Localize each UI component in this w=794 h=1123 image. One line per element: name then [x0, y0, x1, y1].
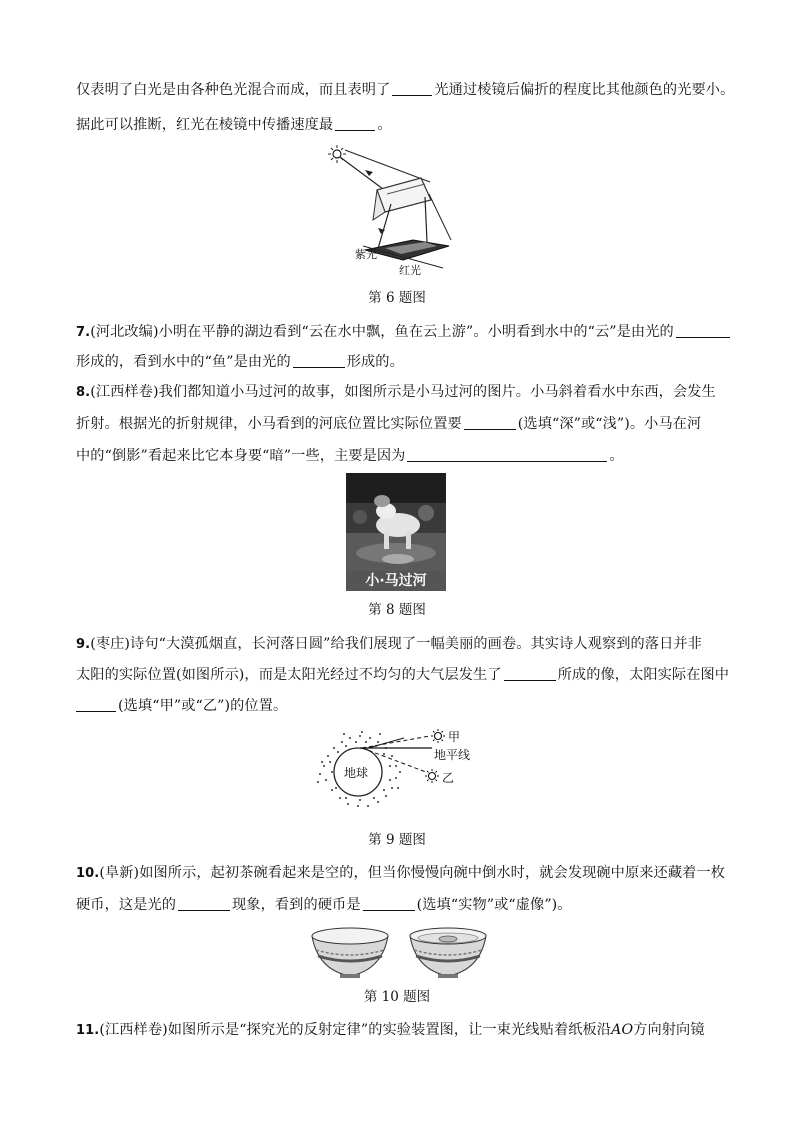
- empty-bowl: [312, 928, 388, 978]
- q9-text-line-2: 太阳的实际位置(如图所示)，而是太阳光经过不均匀的大气层发生了 所成的像，太阳实际在图中: [76, 667, 730, 683]
- little-horse-photo: [346, 473, 446, 591]
- q7-text-line-1: 7.(河北改编)小明在平静的湖边看到“云在水中飘，鱼在云上游”。小明看到水中的“云”是由光的: [76, 322, 732, 343]
- figure-caption-9: 第 9 题图: [368, 832, 426, 848]
- coin: [439, 936, 457, 942]
- atmospheric-refraction-figure: [314, 726, 484, 826]
- label-earth: 地球: [344, 766, 369, 780]
- q9-text-line-1: 9.(枣庄)诗句“大漠孤烟直，长河落日圆”给我们展现了一幅美丽的画卷。其实诗人观察到的落日并非: [76, 636, 702, 652]
- answer-blank[interactable]: [178, 896, 230, 911]
- q8-text-line-3: 中的“倒影”看起来比它本身要“暗”一些，主要是因为 。: [76, 448, 624, 464]
- q6-text-line-1: 仅表明了白光是由各种色光混合而成，而且表明了 光通过棱镜后偏折的程度比其他颜色的光要小。: [76, 82, 735, 98]
- water-bowl: [410, 928, 486, 978]
- figure-caption-6: 第 6 题图: [368, 290, 426, 306]
- q7-text-line-2: 形成的，看到水中的“鱼”是由光的 形成的。: [76, 354, 404, 370]
- answer-blank[interactable]: [335, 116, 375, 131]
- sun-icon: [431, 729, 445, 743]
- figure-caption-10: 第 10 题图: [363, 989, 431, 1005]
- label-horizon: 地平线: [434, 748, 471, 762]
- label-jia: 甲: [448, 730, 461, 744]
- sun-icon: [328, 145, 346, 163]
- label-yi: 乙: [442, 771, 455, 785]
- q10-text-line-2: 硬币，这是光的 现象，看到的硬币是 (选填“实物”或“虚像”)。: [76, 897, 572, 913]
- q10-text-line-1: 10.(阜新)如图所示，起初茶碗看起来是空的，但当你慢慢向碗中倒水时，就会发现碗中原来还藏着一枚: [76, 865, 725, 881]
- tea-bowls-figure: [308, 922, 488, 982]
- q8-text-line-1: 8.(江西样卷)我们都知道小马过河的故事，如图所示是小马过河的图片。小马斜着看水中东西，会发生: [76, 384, 716, 400]
- answer-blank[interactable]: [76, 697, 116, 712]
- answer-blank[interactable]: [464, 415, 516, 430]
- answer-blank[interactable]: [504, 666, 556, 681]
- answer-blank[interactable]: [676, 323, 730, 338]
- prism-dispersion-figure: [325, 142, 465, 280]
- q9-text-line-3: (选填“甲”或“乙”)的位置。: [76, 696, 287, 716]
- sun-icon: [425, 769, 439, 783]
- answer-blank[interactable]: [293, 353, 345, 368]
- figure-caption-8: 第 8 题图: [368, 602, 426, 618]
- answer-blank[interactable]: [363, 896, 415, 911]
- photo-banner: 小·马过河: [365, 573, 427, 589]
- label-red-light: 红光: [399, 264, 421, 277]
- answer-blank[interactable]: [392, 81, 432, 96]
- q6-text-line-2: 据此可以推断，红光在棱镜中传播速度最 。: [76, 117, 392, 133]
- answer-blank[interactable]: [407, 447, 607, 462]
- q11-text-line-1: 11.(江西样卷)如图所示是“探究光的反射定律”的实验装置图，让一束光线贴着纸板沿AO方向射向镜: [76, 1022, 705, 1038]
- label-violet-light: 紫光: [355, 248, 377, 261]
- q8-text-line-2: 折射。根据光的折射规律，小马看到的河底位置比实际位置要 (选填“深”或“浅”)。小马在河: [76, 416, 702, 432]
